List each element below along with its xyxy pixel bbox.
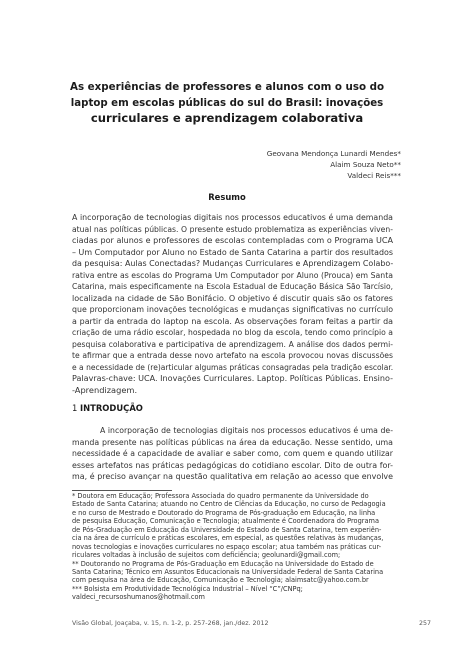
title-line: curriculares e aprendizagem colaborativa <box>90 111 364 126</box>
footnote-line: de pesquisa Educação, Comunicação e Tecnologia; atualmente é Coordenadora do Programa <box>72 517 379 526</box>
introduction-body <box>72 425 393 483</box>
footnote-line: de Pós-Graduação em Educação da Universidade do Estado de Santa Catarina, tem experiên- <box>72 525 382 534</box>
footnotes <box>72 492 393 602</box>
abstract-line: Catarina, mais especificamente na Escola Estadual de Educação Básica São Tarcísio, <box>72 282 393 291</box>
footnote-line: cia na área de currículo e práticas escolares, em especial, as questões relativas às mudanças, <box>72 534 384 543</box>
abstract-line: – Um Computador por Aluno no Estado de Santa Catarina a partir dos resultados <box>72 247 393 257</box>
abstract-line: pesquisa colaborativa e participativa de aprendizagem. A análise dos dados permi- <box>72 339 393 349</box>
footnote-line: riculares voltadas à inclusão de sujeitos com deficiência; geolunardi@gmail.com; <box>72 551 341 560</box>
footnote-line: *** Bolsista em Produtividade Tecnológica Industrial – Nível “C”/CNPq; <box>72 584 303 593</box>
footnote-line: e no curso de Mestrado e Doutorado do Programa de Pós-graduação em Educação, na linha <box>72 508 376 517</box>
abstract-line: e a necessidade de (re)articular algumas práticas consagradas pela tradição escolar. <box>72 362 393 372</box>
footnote-line: ** Doutorando no Programa de Pós-Graduação em Educação na Universidade do Estado de <box>72 559 374 568</box>
abstract-heading: Resumo <box>208 192 246 202</box>
abstract-line: ciadas por alunos e professores de escolas contempladas com o Programa UCA <box>72 236 393 245</box>
section-title: INTRODUÇÃO <box>80 403 143 413</box>
intro-line: necessidade é a capacidade de avaliar e saber como, com quem e quando utilizar <box>72 449 393 458</box>
abstract-line: da pesquisa: Aulas Conectadas? Mudanças Curriculares e Aprendizagem Colabo- <box>72 259 393 268</box>
footnote-line: Santa Catarina; Técnico em Assuntos Educacionais na Universidade Federal de Santa Catarina <box>72 567 384 576</box>
footnote-line: valdeci_recursoshumanos@hotmail.com <box>72 593 205 602</box>
abstract-line: a partir da entrada do laptop na escola. As observações foram feitas a partir da <box>72 316 393 326</box>
abstract-line: que proporcionam inovações tecnológicas e mudanças significativas no currículo <box>72 305 393 314</box>
author-list <box>267 148 401 182</box>
footnote-line: com pesquisa na área de Educação, Comunicação e Tecnologia; alaimsatc@yahoo.com.br <box>72 576 369 585</box>
keywords-line: -Aprendizagem. <box>72 384 138 395</box>
section-heading <box>72 403 143 413</box>
abstract-line: criação de uma rádio escolar, hospedada no blog da escola, tendo como princípio a <box>72 328 393 337</box>
article-title <box>70 80 384 127</box>
abstract-line: te afirmar que a entrada desse novo artefato na escola provocou novas discussões <box>72 351 393 360</box>
author-name: Alaim Souza Neto** <box>330 160 401 170</box>
intro-line: ma, é preciso avançar na questão qualitativa em relação ao acesso que envolve <box>72 472 393 481</box>
intro-line: manda presente nas políticas públicas na área da educação. Nesse sentido, uma <box>72 437 393 447</box>
journal-citation: Visão Global, Joaçaba, v. 15, n. 1-2, p. 257-268, jan./dez. 2012 <box>72 620 269 627</box>
page-number: 257 <box>418 620 431 627</box>
abstract-line: localizada na cidade de São Bonifácio. O objetivo é discutir quais são os fatores <box>72 293 393 303</box>
abstract-line: rativa entre as escolas do Programa Um Computador por Aluno (Prouca) em Santa <box>72 270 393 280</box>
abstract-line: A incorporação de tecnologias digitais nos processos educativos é uma demanda <box>72 213 393 222</box>
abstract-line: atual nas políticas públicas. O presente estudo problematiza as experiências viven- <box>72 224 393 234</box>
abstract-body <box>72 212 393 396</box>
section-number: 1 <box>72 403 78 413</box>
footnote-line: Estado de Santa Catarina; atuando no Centro de Ciências da Educação, no curso de Pedagogia <box>72 500 386 509</box>
footnote-line: * Doutora em Educação; Professora Associada do quadro permanente da Universidade do <box>72 492 369 500</box>
author-name: Valdeci Reis*** <box>347 171 401 181</box>
title-line: laptop em escolas públicas do sul do Brasil: inovações <box>70 97 384 109</box>
footnote-divider <box>72 490 172 491</box>
intro-line: esses artefatos nas práticas pedagógicas do cotidiano escolar. Dito de outra for- <box>72 460 393 470</box>
intro-line: A incorporação de tecnologias digitais nos processos educativos é uma de- <box>100 426 393 435</box>
keywords-line: Palavras-chave: UCA. Inovações Curriculares. Laptop. Políticas Públicas. Ensino- <box>72 374 393 383</box>
title-line: As experiências de professores e alunos com o uso do <box>70 81 385 93</box>
footnote-line: novas tecnologias e inovações curriculares no espaço escolar; atua também nas práticas cur- <box>72 542 382 551</box>
author-name: Geovana Mendonça Lunardi Mendes* <box>266 149 401 158</box>
